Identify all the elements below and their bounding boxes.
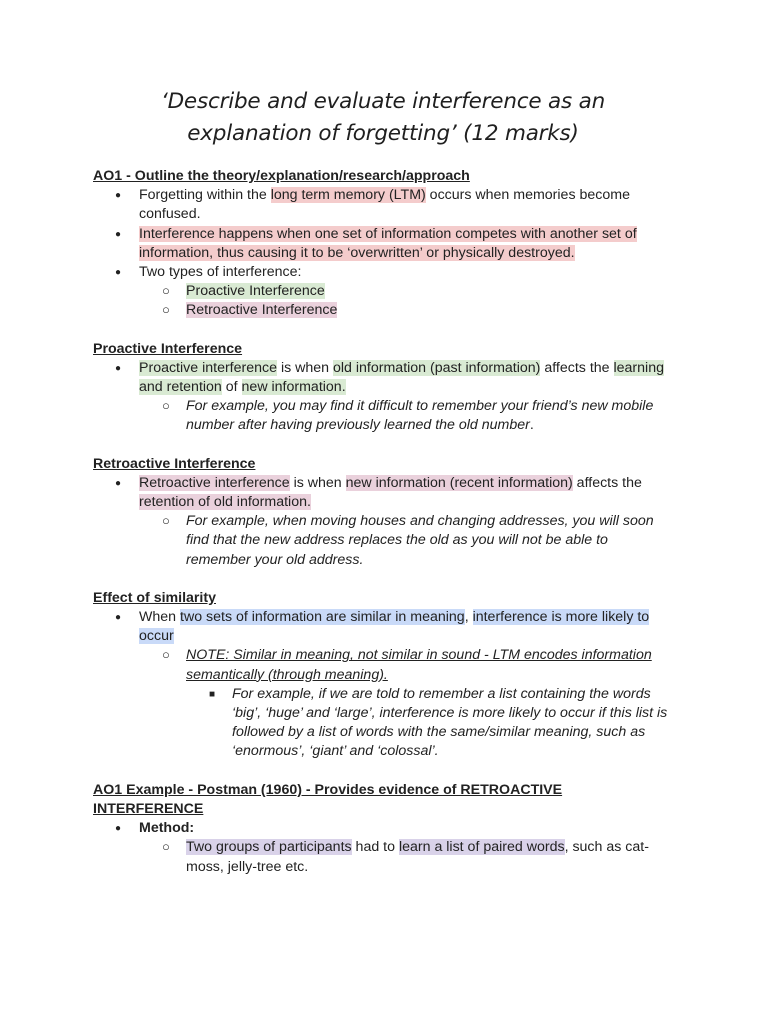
example-text: For example, you may find it difficult to remember your friend’s new mobile number after having previously learned the old number [186,398,654,434]
highlight-ltm: long term memory (LTM) [270,187,426,204]
example-text: For example, when moving houses and changing addresses, you will soon find that the new address replaces the old as you will not be able to remember your old address. [186,513,654,568]
highlight-proactive: Proactive Interference [186,283,325,300]
list-item [93,838,673,876]
highlight: Two groups of participants [186,839,352,856]
text: , [464,609,473,626]
list-item [93,225,673,263]
list-item [93,819,673,877]
highlight: Retroactive interference [139,474,290,491]
ao1-section [93,167,673,321]
ao1-list [93,186,673,320]
postman-list [93,819,673,877]
note-text: NOTE: Similar in meaning, not similar in sound - LTM encodes information semantically (through meaning). [186,647,652,683]
highlight: old information (past information) [333,359,541,376]
list-item [93,397,673,435]
highlight: two sets of information are similar in meaning [180,609,465,626]
highlight: new information (recent information) [345,474,573,491]
list-item [93,646,673,761]
list-item [93,263,673,321]
highlight: interference is more likely to occur [139,609,650,645]
text: occurs when memories become confused. [139,187,630,223]
text: had to [351,839,399,856]
method-list [93,838,673,876]
proactive-section [93,340,673,436]
similarity-section [93,589,673,762]
highlight: new information. [241,379,346,396]
list-item [93,359,673,436]
similarity-example-list [93,685,673,762]
text: When [139,609,181,626]
text: Two types of interference: [139,264,302,281]
text: affects the [540,359,614,376]
text: is when [289,474,346,491]
example-text: For example, if we are told to remember a list containing the words ‘big’, ‘huge’ and ‘large’, interference is more likely to occur if this list is followed by a list of words with the same/similar meaning, such as ‘enormous’, ‘giant’ and ‘colossal’. [232,685,668,760]
page-title [93,86,673,150]
highlight: Proactive interference [139,359,278,376]
highlight: learning and retention [139,359,664,396]
list-item [93,282,673,301]
highlight: retention of old information. [139,494,311,511]
text: , such as cat-moss, jelly-tree etc. [186,839,649,875]
list-item [93,474,673,570]
retroactive-heading: Retroactive Interference [93,455,256,472]
proactive-example-list [93,397,673,435]
ao1-heading: AO1 - Outline the theory/explanation/research/approach [93,168,470,184]
title-line-1: ‘Describe and evaluate interference as an [160,89,606,114]
text: affects the [572,474,642,491]
list-item [93,512,673,570]
text: . [529,417,534,434]
proactive-heading: Proactive Interference [93,340,243,357]
retroactive-list [93,474,673,570]
method-label: Method: [139,820,195,837]
text: is when [277,359,334,376]
highlight-retroactive: Retroactive Interference [186,302,338,319]
postman-heading: AO1 Example - Postman (1960) - Provides evidence of RETROACTIVE INTERFERENCE [93,781,563,817]
similarity-heading: Effect of similarity [93,589,216,606]
list-item [93,186,673,224]
retroactive-example-list [93,512,673,570]
similarity-note-list [93,646,673,761]
postman-section [93,781,673,877]
title-line-2: explanation of forgetting’ (12 marks) [187,121,579,146]
list-item [93,301,673,320]
list-item [93,685,673,762]
retroactive-section [93,455,673,570]
similarity-list [93,608,673,762]
text: Forgetting within the [139,187,271,204]
highlight: learn a list of paired words [398,839,565,856]
document-page [93,86,673,877]
list-item [93,608,673,762]
types-list [93,282,673,320]
highlight-interference-definition: Interference happens when one set of information competes with another set of information, thus causing it to be ‘overwritten’ or physically destroyed. [139,225,637,261]
proactive-list [93,359,673,436]
text: of [221,379,242,396]
